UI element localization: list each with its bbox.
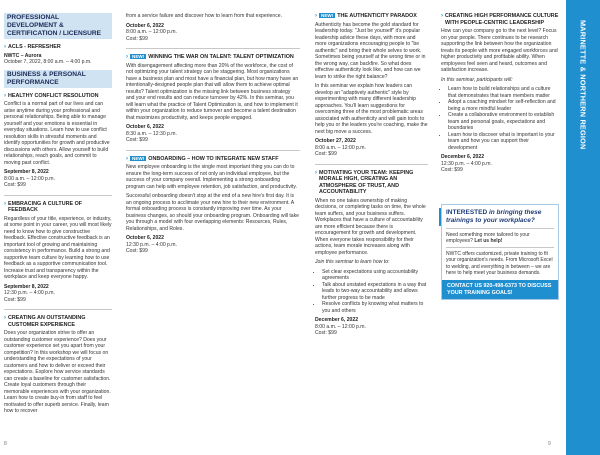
customer-time: 8:00 a.m. – 12:00 p.m.: [126, 29, 177, 35]
course-title-acls: › ACLS - REFRESHER: [4, 44, 61, 50]
morale-description: When no one takes ownership of making decisions, or completing tasks on time, the whole team suffers, and your business suffers. Workplaces that have a culture of accountability are more efficient because there is encouragement for growth and development. When everyone takes responsibility for their actions, team morale increases along with employee performance.: [315, 197, 426, 256]
new-badge: NEW!: [132, 155, 145, 161]
course-title-authenticity: › NEW! THE AUTHENTICITY PARADOX: [315, 13, 417, 19]
morale-date: December 6, 2022: [315, 317, 359, 323]
region-sidebar: [566, 0, 600, 455]
onboarding-description-1: New employee onboarding is the single most important thing you can do to ensure the long-term success of not only an individual employee, but the success of your company overall. Implementing a strong onboarding program can help with employee retention, job satisfaction, and productivity.: [126, 164, 297, 190]
list-item: • Learn how to build relationships and a culture that demonstrates that team members matter: [448, 86, 559, 99]
feedback-time: 12:30 p.m. – 4:00 p.m.: [4, 290, 55, 296]
authenticity-date: October 27, 2022: [315, 138, 356, 144]
course-title-onboarding: › NEW! ONBOARDING – HOW TO INTEGRATE NEW STAFF: [126, 155, 279, 162]
column-2: [126, 13, 300, 255]
authenticity-description-1: Authenticity has become the gold standard for leadership today. "Just be yourself" it's popular leadership advice these days, with more and more organizations encouraging people to "be authentic" and bring their whole selves to work. Sometimes being yourself at the wrong time or in the wrong way, can backfire. So what does effective authenticity look like, and how can we learn to strike the right balance?: [315, 21, 426, 80]
conflict-description: Conflict is a normal part of our lives and can arise anytime during your professional and personal relationships. Being able to manage yourself and your emotions is essential in everyday situations. Learn how to use conflict resolution skills in stressful moments and identify opportunities for growth and productive discussions with others. Allow yourself to build relationships, reach goals, and commit to moving past conflict.: [4, 101, 110, 166]
talent-cost: Cost: $99: [126, 137, 148, 143]
chevron-right-icon: ›: [441, 13, 443, 19]
new-badge: NEW!: [132, 54, 145, 59]
conflict-cost: Cost: $99: [4, 182, 26, 188]
accent-bar: [439, 208, 441, 226]
page-number-right: 9: [548, 441, 551, 447]
morale-time: 8:00 a.m. – 12:00 p.m.: [315, 323, 366, 330]
chevron-right-icon: ›: [315, 169, 317, 176]
course-title-motivating: › MOTIVATING YOUR TEAM: KEEPING MORALE HIGH, CREATING AN ATMOSPHERE OF TRUST, AND ACCOUNTABILITY: [315, 169, 414, 195]
morale-cost: Cost: $99: [315, 330, 337, 336]
talent-time: 8:30 a.m. – 12:30 p.m.: [126, 130, 177, 137]
chevron-right-icon: ›: [4, 44, 6, 50]
column-3: [315, 13, 428, 337]
contact-cta[interactable]: CONTACT US 920-498-6373 TO DISCUSS YOUR TRAINING GOALS!: [442, 280, 558, 299]
divider: [4, 195, 112, 196]
onboarding-description-2: Successful onboarding doesn't stop at the end of a new hire's first day. It is an ongoing process to acclimate your new hire to their new environment. A formal onboarding process is constantly improving over time. As your business changes, so should your onboarding program. Onboarding will take you through a model with four overlapping elements: Resources, Rules, Relationships, and Roles.: [126, 193, 300, 232]
customer-cost: Cost: $99: [126, 35, 148, 42]
culture-cost: Cost: $99: [441, 167, 463, 173]
culture-description: How can your company go to the next level? Focus on your people. There continues to be research supporting the link between how the organization treats its people with more engaged workforces and higher productivity and profitable ability. When employees feel seen and heard, outcomes and satisfaction increase.: [441, 28, 558, 73]
morale-list-intro: Join this seminar to learn how to:: [315, 259, 390, 265]
divider: [4, 309, 112, 310]
list-item: • Set clear expectations using accountability agreements: [322, 269, 428, 282]
list-item: • Create a collaborative environment to establish team and personal goals, expectations and boundaries: [448, 112, 559, 132]
chevron-right-icon: ›: [4, 200, 6, 207]
culture-list-intro: In this seminar, participants will:: [441, 76, 513, 83]
feedback-date: September 8, 2022: [4, 283, 49, 290]
culture-list: [441, 86, 559, 151]
divider: [446, 228, 554, 229]
region-label: MARINETTE & NORTHERN REGION: [578, 20, 588, 150]
list-item: • Resolve conflicts by knowing what matters to you and others: [322, 301, 428, 314]
course-title-conflict: › HEALTHY CONFLICT RESOLUTION: [4, 92, 99, 99]
feedback-cost: Cost: $99: [4, 296, 26, 303]
info-question: Need something more tailored to your employees? Let us help!: [446, 231, 530, 244]
customer-description: Does your organization strive to offer an outstanding customer experience? Does your customer experience set you apart from your competition? In this workshop we will focus on understanding the expectations of your customers and how to deliver or exceed their expectations. Explore how service standards can create a baseline for customer satisfaction. Create loyal customers through their memorable experiences with your organization. Learn how to create buy-in from staff to feel motivated to offer superb service. Finally, learn how to recover: [4, 330, 111, 414]
chevron-right-icon: ›: [126, 155, 128, 162]
divider: [315, 164, 428, 165]
info-box: [441, 204, 559, 301]
culture-time: 12:30 p.m. – 4:00 p.m.: [441, 160, 492, 167]
divider: [126, 48, 300, 49]
authenticity-cost: Cost: $99: [315, 151, 337, 157]
divider: [126, 150, 300, 151]
onboarding-date: October 6, 2022: [126, 235, 164, 241]
divider: [446, 247, 554, 248]
authenticity-time: 8:00 a.m. – 12:00 p.m.: [315, 144, 366, 151]
course-title-culture: › CREATING HIGH PERFORMANCE CULTURE WITH PEOPLE-CENTRIC LEADERSHIP: [441, 13, 559, 26]
authenticity-description-2: In this seminar we explain how leaders can develop an "adaptively authentic" style by experimenting with many different leadership approaches. You'll learn suggestions for overcoming three of the most problematic areas associated with authenticity and will gain tools to help you or the leaders you're coaching, make the next big move a success.: [315, 83, 428, 135]
info-body: NWTC offers customized, private training to fit your organization's needs. From Microsoft Excel to welding, and everything in between – we are here to help meet your business demands.: [446, 251, 553, 276]
acls-location: NWTC – Aurora: [4, 52, 42, 59]
help-link[interactable]: Let us help!: [474, 237, 503, 244]
section-header-business-performance: BUSINESS & PERSONAL PERFORMANCE: [4, 70, 112, 88]
course-title-talent: › NEW! WINNING THE WAR ON TALENT: TALENT OPTIMIZATION: [126, 54, 294, 60]
chevron-right-icon: ›: [315, 13, 317, 19]
info-title: INTERESTED in bringing these trainings to your workplace?: [446, 208, 542, 224]
customer-description-continued: from a service failure and discover how to learn from that experience.: [126, 13, 282, 19]
page-number-left: 8: [4, 441, 7, 447]
chevron-right-icon: ›: [126, 54, 128, 60]
feedback-description: Regardless of your title, experience, or industry, at some point in your career, you will most likely need to know how to give constructive feedback. Effective constructive feedback is an important tool of growing and maintaining consistency in performance. Build a strong and supportive team culture by learning how to use feedback as a supportive communication tool. Increase trust and transparency within the workplace and keep everyone happy.: [4, 215, 112, 280]
chevron-right-icon: ›: [4, 315, 6, 321]
column-4: [441, 13, 559, 300]
conflict-time: 8:00 a.m. – 12:00 p.m.: [4, 175, 55, 182]
column-1: [4, 13, 112, 418]
list-item: • Learn how to discover what is important to your team and how you can support their development: [448, 132, 559, 152]
section-header-professional-development: PROFESSIONAL DEVELOPMENT & CERTIFICATION / LICENSURE: [4, 13, 112, 39]
onboarding-time: 12:30 p.m. – 4:00 p.m.: [126, 241, 177, 248]
morale-list: [315, 269, 428, 315]
culture-date: December 6, 2022: [441, 154, 485, 160]
talent-date: October 6, 2022: [126, 124, 164, 130]
course-title-feedback: › EMBRACING A CULTURE OF FEEDBACK: [4, 200, 83, 213]
course-title-customer-experience: › CREATING AN OUTSTANDING CUSTOMER EXPERIENCE: [4, 315, 86, 328]
list-item: • Adopt a coaching mindset for self-reflection and being a more mindful leader: [448, 99, 559, 112]
onboarding-cost: Cost: $99: [126, 248, 148, 254]
conflict-date: September 8, 2022: [4, 169, 49, 175]
new-badge: NEW!: [321, 13, 334, 18]
list-item: • Talk about unstated expectations in a way that leads to two-way accountability and allows further progress to be made: [322, 282, 428, 302]
chevron-right-icon: ›: [4, 92, 6, 99]
talent-description: With disengagement affecting more than 20% of the workforce, the cost of not optimizing your talent strategy can be staggering. Most organizations have a business plan and most have a financial plan, but how many have an intentionally-designed people plan that will allow them to achieve optimal results? Talent optimization is the missing link between business strategy and your end results and can reduce turnover by 42%. In this seminar, you will learn what the practice of Talent Optimization is, and how to implement it within your organization to reduce turnover and become a talent destination that maximizes productivity, and keeps people engaged.: [126, 62, 299, 121]
customer-date: October 6, 2022: [126, 22, 164, 29]
acls-date: October 7, 2022, 8:00 a.m. – 4:00 p.m.: [4, 59, 92, 65]
